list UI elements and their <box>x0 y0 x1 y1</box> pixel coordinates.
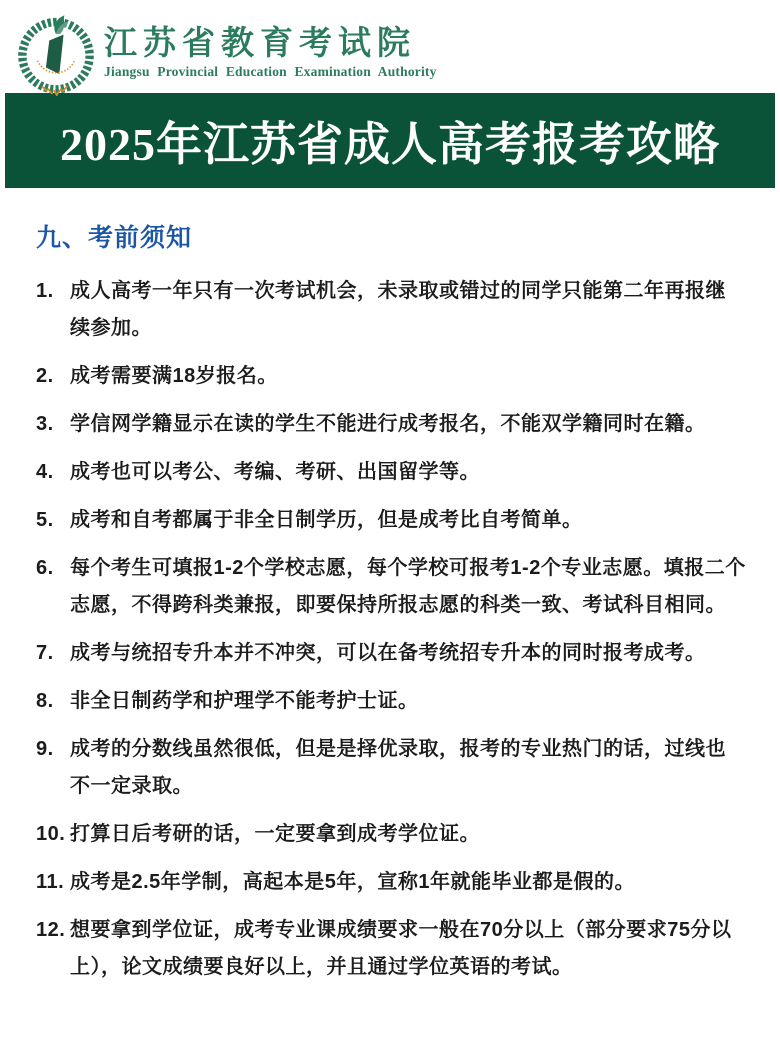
list-item-text: 成考与统招专升本并不冲突，可以在备考统招专升本的同时报考成考。 <box>70 642 706 664</box>
list-item <box>36 358 746 395</box>
list-item-text: 非全日制药学和护理学不能考护士证。 <box>70 690 419 712</box>
org-name-en: Jiangsu Provincial Education Examination Authority <box>104 64 437 80</box>
list-item-number: 10. <box>36 823 66 845</box>
header <box>0 0 780 93</box>
list-item <box>36 816 746 853</box>
list-item-text: 成考需要满18岁报名。 <box>70 365 278 387</box>
list-item-text: 成人高考一年只有一次考试机会，未录取或错过的同学只能第二年再报继续参加。 <box>70 280 726 339</box>
list-item-text: 学信网学籍显示在读的学生不能进行成考报名，不能双学籍同时在籍。 <box>70 413 706 435</box>
jpeea-logo-emblem-icon <box>14 12 98 96</box>
list-item-number: 4. <box>36 461 54 483</box>
list-item-text: 成考也可以考公、考编、考研、出国留学等。 <box>70 461 480 483</box>
list-item-number: 1. <box>36 280 54 302</box>
list-item <box>36 864 746 901</box>
notice-list <box>36 273 746 986</box>
list-item-number: 5. <box>36 509 54 531</box>
list-item <box>36 502 746 539</box>
banner-title: 2025年江苏省成人高考报考攻略 <box>60 118 720 170</box>
list-item-number: 8. <box>36 690 54 712</box>
list-item-number: 3. <box>36 413 54 435</box>
list-item <box>36 683 746 720</box>
list-item-number: 12. <box>36 919 66 941</box>
org-name-zh: 江苏省教育考试院 <box>104 24 416 61</box>
list-item <box>36 273 746 347</box>
list-item-text: 想要拿到学位证，成考专业课成绩要求一般在70分以上（部分要求75分以上），论文成绩要良好以上，并且通过学位英语的考试。 <box>70 919 732 978</box>
list-item <box>36 550 746 624</box>
list-item-number: 6. <box>36 557 54 579</box>
list-item-text: 成考和自考都属于非全日制学历，但是成考比自考简单。 <box>70 509 583 531</box>
list-item-number: 2. <box>36 365 54 387</box>
list-item <box>36 406 746 443</box>
list-item-number: 7. <box>36 642 54 664</box>
banner <box>5 93 775 188</box>
content <box>0 188 780 986</box>
list-item-text: 每个考生可填报1-2个学校志愿，每个学校可报考1-2个专业志愿。填报二个志愿，不得跨科类兼报，即要保持所报志愿的科类一致、考试科目相同。 <box>70 557 746 616</box>
list-item <box>36 912 746 986</box>
list-item <box>36 635 746 672</box>
list-item-text: 成考是2.5年学制，高起本是5年，宣称1年就能毕业都是假的。 <box>70 871 636 893</box>
org-name-block <box>104 12 437 80</box>
list-item-text: 打算日后考研的话，一定要拿到成考学位证。 <box>70 823 480 845</box>
list-item <box>36 731 746 805</box>
section-heading: 九、考前须知 <box>36 224 193 252</box>
list-item-text: 成考的分数线虽然很低，但是是择优录取，报考的专业热门的话，过线也不一定录取。 <box>70 738 726 797</box>
list-item-number: 11. <box>36 871 65 893</box>
list-item <box>36 454 746 491</box>
list-item-number: 9. <box>36 738 54 760</box>
